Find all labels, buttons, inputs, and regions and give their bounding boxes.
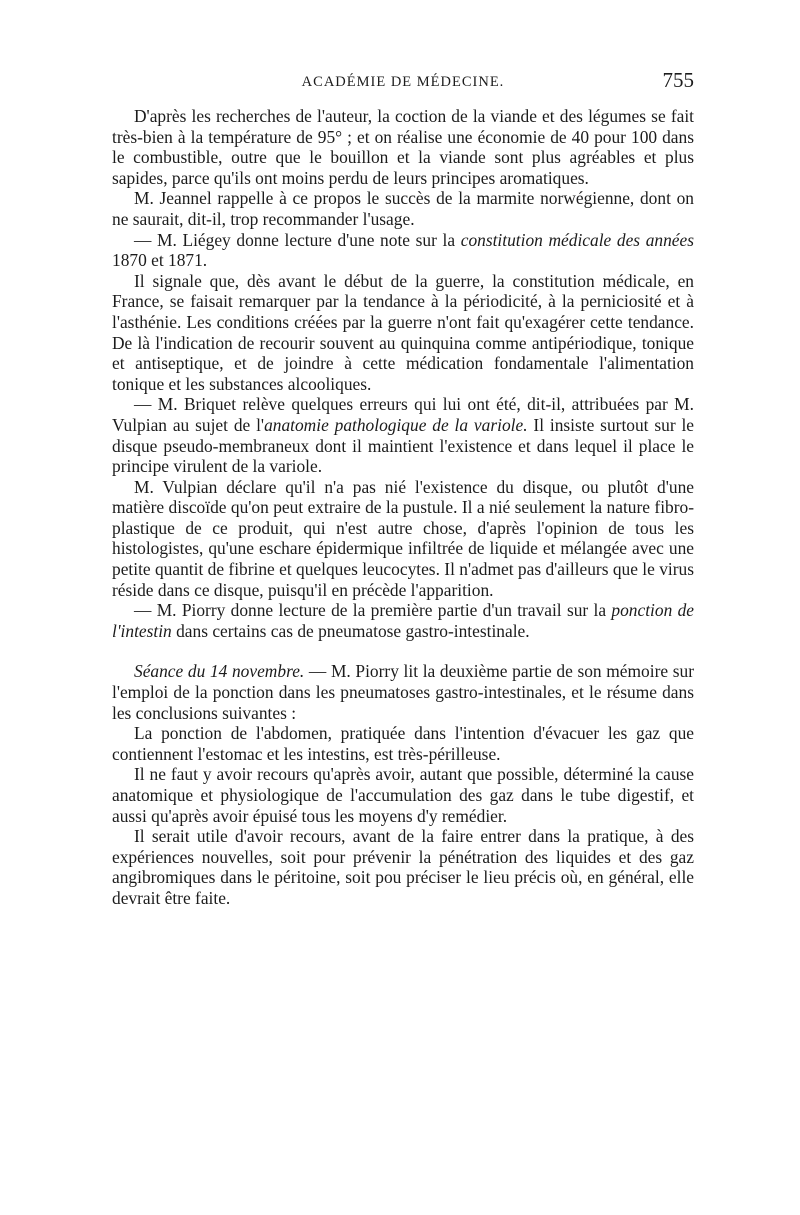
paragraph-text: Il signale que, dès avant le début de la guerre, la constitution médicale, en France, se faisait remarquer par la tendance à la périodicité, à la perniciosité et à l'asthénie. Les conditions créées par la guerre n'ont fait qu'exagérer cette tendance. De là l'indication de recourir souvent au quinquina comme antipériodique, tonique et antiseptique, et de joindre à cette médication fondamentale l'alimentation tonique et les substances alcooliques. <box>112 270 694 394</box>
paragraph-liegey <box>112 230 694 271</box>
paragraph-text: M. Jeannel rappelle à ce propos le succès de la marmite norwégienne, dont on ne saurait, dit-il, trop recommander l'usage. <box>112 188 694 229</box>
paragraph-conclusion-1 <box>112 723 694 764</box>
paragraph-text: — M. Piorry donne lecture de la première partie d'un travail sur la <box>134 600 612 621</box>
italic-title: ponction de l'intestin <box>112 600 694 641</box>
paragraph-vulpian <box>112 477 694 601</box>
paragraph-text: 1870 et 1871. <box>112 250 208 271</box>
paragraph-text: Il ne faut y avoir recours qu'après avoir, autant que possible, déterminé la cause anatomique et physiologique de l'accumulation des gaz dans le tube digestif, et aussi qu'après avoir épuisé tous les moyens d'y remédier. <box>112 764 694 826</box>
paragraph-cooking-economy <box>112 106 694 188</box>
paragraph-text: Il serait utile d'avoir recours, avant de la faire entrer dans la pratique, à des expériences nouvelles, soit pour prévenir la pénétration des liquides et des gaz angibromiques dans le péritoine, soit pou préciser le lieu précis où, en général, elle devrait être faite. <box>112 826 694 908</box>
paragraph-text: La ponction de l'abdomen, pratiquée dans l'intention d'évacuer les gaz que contiennent l'estomac et les intestins, est très-périlleuse. <box>112 723 694 764</box>
paragraph-session-14-november <box>112 661 694 723</box>
italic-title: constitution médicale des années <box>460 229 694 250</box>
paragraph-text: M. Vulpian déclare qu'il n'a pas nié l'existence du disque, ou plutôt d'une matière discoïde qu'on peut extraire de la pustule. Il a nié seulement la nature fibro-plastique de ce produit, qui n'est autre chose, d'après l'opinion de tous les histologistes, qu'une eschare épidermique infiltrée de liquide et mélangée avec une petite quantit de fibrine et quelques leucocytes. Il n'admet pas d'ailleurs que le virus réside dans ce disque, puisqu'il en précède l'apparition. <box>112 476 694 600</box>
paragraph-briquet <box>112 394 694 476</box>
running-title: ACADÉMIE DE MÉDECINE. <box>301 74 505 90</box>
paragraph-conclusion-3 <box>112 826 694 908</box>
page-number: 755 <box>662 68 694 92</box>
session-heading: Séance du 14 novembre. <box>134 661 305 682</box>
paragraph-text: — M. Briquet relève quelques erreurs qui lui ont été, dit-il, attribuées par M. Vulpian au sujet de l' <box>112 394 694 435</box>
paragraph-medical-constitution <box>112 271 694 395</box>
paragraph-piorry-first <box>112 600 694 641</box>
paragraph-text: — M. Liégey donne lecture d'une note sur la <box>134 229 461 250</box>
paragraph-conclusion-2 <box>112 764 694 826</box>
running-header <box>112 68 694 106</box>
paragraph-jeannel <box>112 188 694 229</box>
paragraph-text: dans certains cas de pneumatose gastro-intestinale. <box>171 620 530 641</box>
paragraph-text: D'après les recherches de l'auteur, la coction de la viande et des légumes se fait très-bien à la température de 95° ; et on réalise une économie de 40 pour 100 dans le combustible, outre que le bouillon et la viande sont plus agréables et plus sapides, parce qu'ils ont moins perdu de leurs principes aromatiques. <box>112 106 694 188</box>
paragraph-text: — M. Piorry lit la deuxième partie de son mémoire sur l'emploi de la ponction dans les pneumatoses gastro-intestinales, et le résume dans les conclusions suivantes : <box>112 661 695 723</box>
italic-title: anatomie pathologique de la variole. <box>264 414 528 435</box>
paragraph-text: Il insiste surtout sur le disque pseudo-membraneux dont il maintient l'existence et dans lequel il place le principe virulent de la variole. <box>112 414 695 477</box>
body-text <box>112 106 694 909</box>
book-page <box>112 68 695 909</box>
